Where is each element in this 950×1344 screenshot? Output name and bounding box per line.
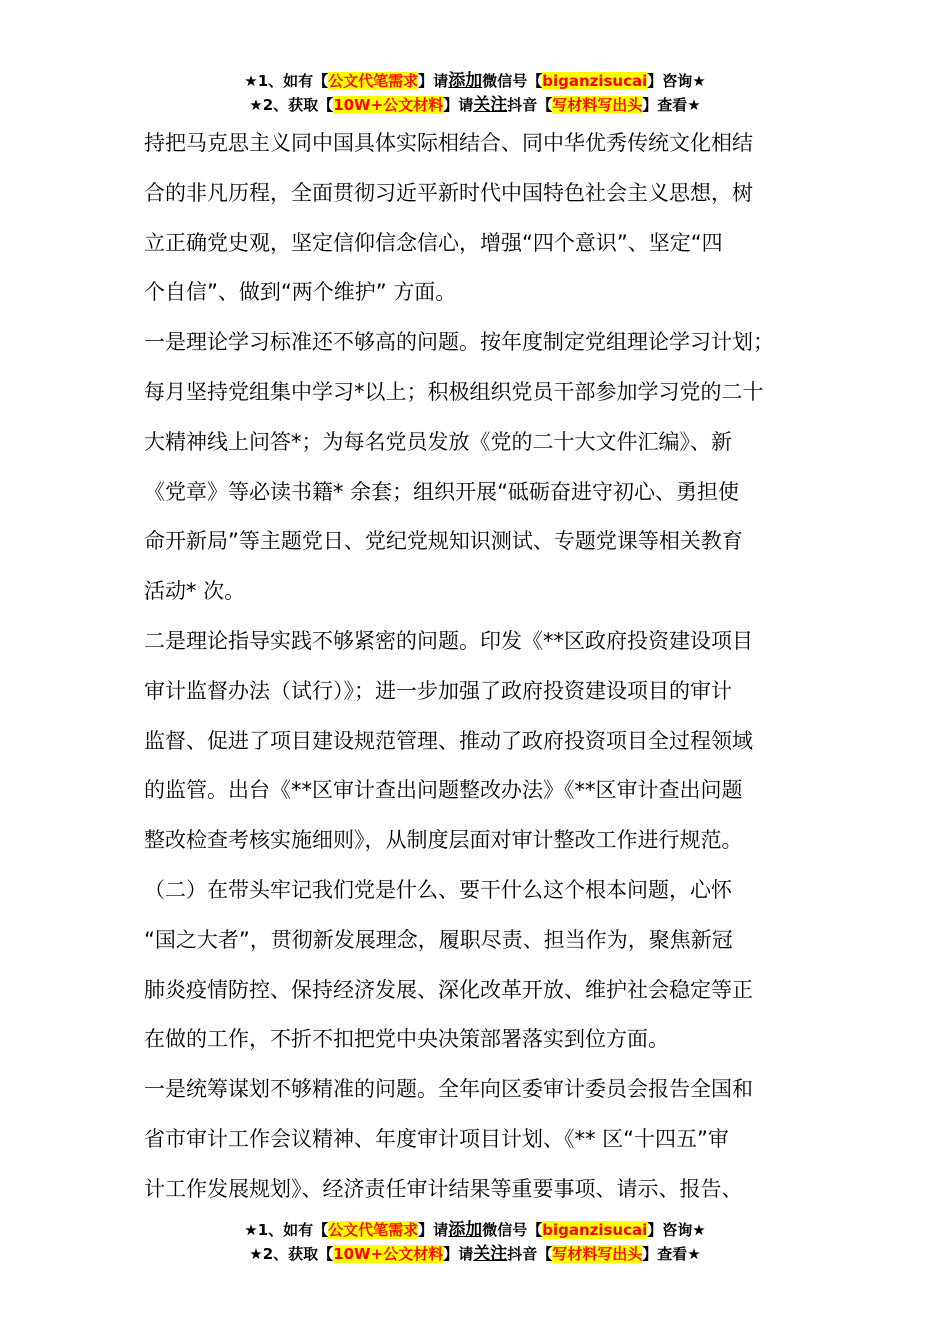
banner-highlight: 10W+公文材料 bbox=[333, 96, 444, 114]
banner-text: 】请 bbox=[418, 72, 449, 90]
text-line: 一是理论学习标准还不够高的问题。按年度制定党组理论学习计划； bbox=[144, 330, 774, 355]
banner-wechat-id: biganzisucai bbox=[542, 72, 648, 90]
text-line: 合的非凡历程，全面贯彻习近平新时代中国特色社会主义思想，树 bbox=[144, 180, 753, 205]
banner-emphasis: 添加 bbox=[448, 1220, 483, 1240]
text-line: 计工作发展规划》、经济责任审计结果等重要事项、请示、报告、 bbox=[144, 1176, 743, 1201]
banner-text: ★2、获取【 bbox=[249, 96, 334, 114]
text-line: 一是统筹谋划不够精准的问题。全年向区委审计委员会报告全国和 bbox=[144, 1077, 753, 1102]
banner-emphasis: 关注 bbox=[473, 1244, 508, 1264]
text-line: 的监管。出台《**区审计查出问题整改办法》《**区审计查出问题 bbox=[144, 778, 743, 803]
text-line: 监督、促进了项目建设规范管理、推动了政府投资项目全过程领域 bbox=[144, 728, 753, 753]
text-line: 命开新局”等主题党日、党纪党规知识测试、专题党课等相关教育 bbox=[144, 529, 743, 554]
banner-emphasis: 添加 bbox=[448, 71, 483, 91]
text-line: 《党章》等必读书籍* 余套；组织开展“砥砺奋进守初心、勇担使 bbox=[144, 479, 740, 504]
text-line: 整改检查考核实施细则》，从制度层面对审计整改工作进行规范。 bbox=[144, 828, 743, 853]
text-line: 立正确党史观，坚定信仰信念信心，增强“四个意识”、坚定“四 bbox=[144, 230, 723, 255]
text-line: 每月坚持党组集中学习*以上；积极组织党员干部参加学习党的二十 bbox=[144, 379, 764, 404]
text-line: 省市审计工作会议精神、年度审计项目计划、《** 区“十四五”审 bbox=[144, 1126, 729, 1151]
header-banner-line-1 bbox=[0, 70, 950, 92]
banner-text: 抖音【 bbox=[507, 96, 553, 114]
footer-banner-line-1 bbox=[0, 1219, 950, 1241]
document-body bbox=[144, 119, 834, 1215]
header-banner-line-2 bbox=[0, 94, 950, 116]
banner-text: 】请 bbox=[418, 1221, 449, 1239]
banner-text: 抖音【 bbox=[507, 1245, 553, 1263]
banner-highlight: 公文代笔需求 bbox=[328, 1221, 419, 1239]
banner-highlight: 10W+公文材料 bbox=[333, 1245, 444, 1263]
banner-text: ★1、如有【 bbox=[244, 1221, 329, 1239]
text-line: （二）在带头牢记我们党是什么、要干什么这个根本问题，心怀 bbox=[144, 877, 732, 902]
banner-text: 微信号【 bbox=[482, 1221, 543, 1239]
footer-banner-line-2 bbox=[0, 1243, 950, 1265]
banner-text: 】查看★ bbox=[642, 96, 701, 114]
text-line: 活动* 次。 bbox=[144, 579, 246, 604]
text-line: 在做的工作，不折不扣把党中央决策部署落实到位方面。 bbox=[144, 1027, 669, 1052]
banner-douyin-id: 写材料写出头 bbox=[552, 1245, 643, 1263]
banner-text: 】咨询★ bbox=[647, 72, 706, 90]
text-line: 持把马克思主义同中国具体实际相结合、同中华优秀传统文化相结 bbox=[144, 131, 753, 155]
text-line: 个自信”、做到“两个维护” 方面。 bbox=[144, 280, 457, 305]
banner-text: 】咨询★ bbox=[647, 1221, 706, 1239]
banner-emphasis: 关注 bbox=[473, 95, 508, 115]
banner-text: ★2、获取【 bbox=[249, 1245, 334, 1263]
banner-text: 微信号【 bbox=[482, 72, 543, 90]
text-line: 审计监督办法（试行）》；进一步加强了政府投资建设项目的审计 bbox=[144, 678, 732, 703]
banner-douyin-id: 写材料写出头 bbox=[552, 96, 643, 114]
text-line: 肺炎疫情防控、保持经济发展、深化改革开放、维护社会稳定等正 bbox=[144, 977, 753, 1002]
banner-text: 】请 bbox=[443, 96, 474, 114]
banner-text: 】查看★ bbox=[642, 1245, 701, 1263]
text-line: 大精神线上问答*；为每名党员发放《党的二十大文件汇编》、新 bbox=[144, 429, 732, 454]
text-line: 二是理论指导实践不够紧密的问题。印发《**区政府投资建设项目 bbox=[144, 628, 753, 653]
banner-text: ★1、如有【 bbox=[244, 72, 329, 90]
banner-text: 】请 bbox=[443, 1245, 474, 1263]
text-line: “国之大者”，贯彻新发展理念，履职尽责、担当作为，聚焦新冠 bbox=[144, 927, 733, 952]
banner-wechat-id: biganzisucai bbox=[542, 1221, 648, 1239]
banner-highlight: 公文代笔需求 bbox=[328, 72, 419, 90]
